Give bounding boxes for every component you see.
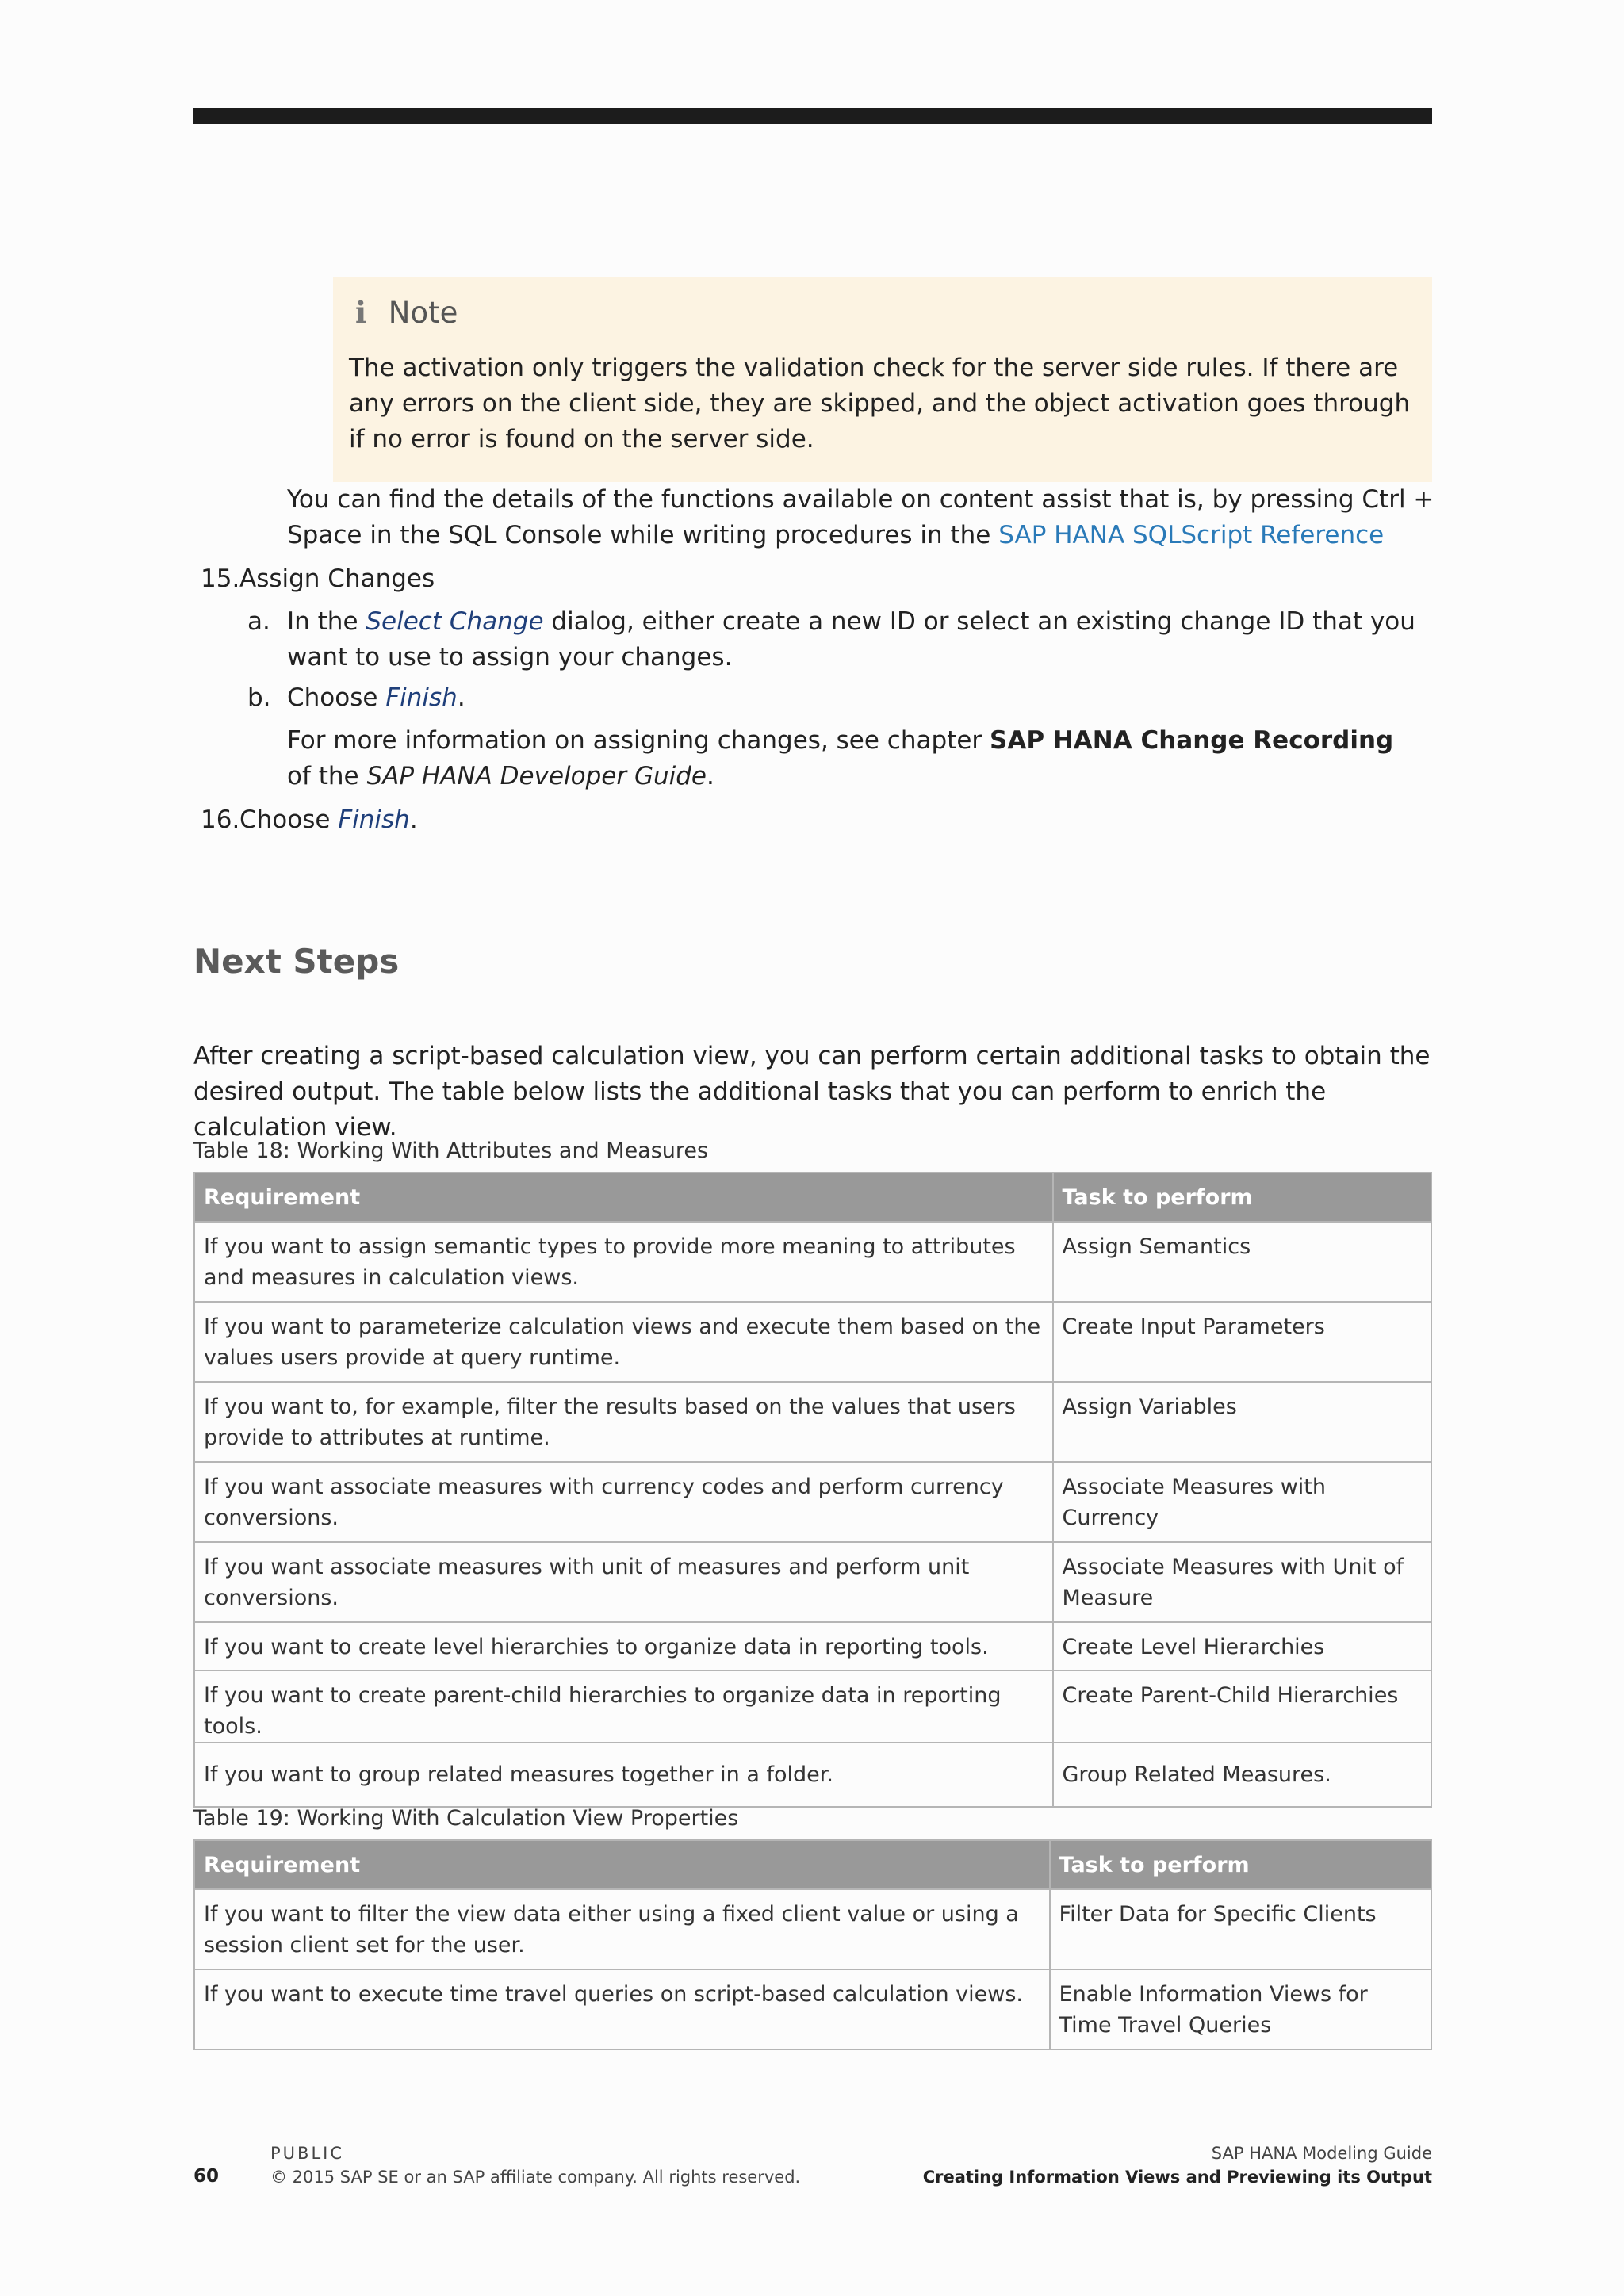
content-assist-paragraph: You can find the details of the functions available on content assist that is, by pressing Ctrl + Space in the SQL Console while writing procedures in the SAP HANA SQLScript Reference (287, 485, 1434, 549)
table-row (194, 1382, 1431, 1462)
table-18 (193, 1172, 1432, 1808)
sqlscript-reference-link[interactable]: SAP HANA SQLScript Reference (998, 521, 1385, 549)
step-15-number: 15. (201, 564, 240, 593)
guide-title: SAP HANA Modeling Guide (1211, 2144, 1432, 2163)
task-cell: Filter Data for Specific Clients (1050, 1889, 1431, 1969)
step-16-text: Choose Finish. (239, 806, 418, 834)
step-15a-marker: a. (247, 607, 270, 636)
table-row (194, 1302, 1431, 1382)
table-row (194, 1670, 1431, 1743)
step-15-title: Assign Changes (239, 564, 435, 593)
requirement-cell: If you want to assign semantic types to provide more meaning to attributes and measures in calculation views. (194, 1222, 1053, 1302)
page-number: 60 (193, 2166, 220, 2187)
info-icon: i (355, 295, 367, 330)
task-cell: Create Level Hierarchies (1053, 1622, 1432, 1670)
task-cell: Create Input Parameters (1053, 1302, 1432, 1382)
step-15a-text: In the Select Change dialog, either create a new ID or select an existing change ID that you want to use to assign your changes. (287, 607, 1415, 672)
table-row (194, 1622, 1431, 1670)
note-title: Note (388, 296, 458, 330)
column-header-requirement: Requirement (194, 1173, 1053, 1222)
table-row (194, 1222, 1431, 1302)
task-cell: Assign Semantics (1053, 1222, 1432, 1302)
requirement-cell: If you want to group related measures together in a folder. (194, 1743, 1053, 1807)
table-row (194, 1889, 1431, 1969)
table-header-row (194, 1173, 1431, 1222)
task-cell: Associate Measures with Currency (1053, 1462, 1432, 1542)
requirement-cell: If you want to, for example, filter the results based on the values that users provide to attributes at runtime. (194, 1382, 1053, 1462)
next-steps-intro: After creating a script-based calculation view, you can perform certain additional tasks to obtain the desired output. The table below lists the additional tasks that you can perform to enrich the calculation view. (193, 1042, 1431, 1142)
requirement-cell: If you want to execute time travel queries on script-based calculation views. (194, 1969, 1050, 2049)
finish-ui-label: Finish (338, 806, 410, 834)
note-text: The activation only triggers the validation check for the server side rules. If there are any errors on the client side, they are skipped, and the object activation goes through if no error is found on the server side. (349, 354, 1411, 453)
column-header-task: Task to perform (1050, 1840, 1431, 1889)
header-rule (193, 108, 1432, 124)
column-header-task: Task to perform (1053, 1173, 1432, 1222)
requirement-cell: If you want associate measures with currency codes and perform currency conversions. (194, 1462, 1053, 1542)
column-header-requirement: Requirement (194, 1840, 1050, 1889)
step-16-number: 16. (201, 806, 240, 834)
copyright-text: © 2015 SAP SE or an SAP affiliate company. All rights reserved. (270, 2168, 801, 2187)
next-steps-heading: Next Steps (193, 942, 400, 981)
requirement-cell: If you want to parameterize calculation views and execute them based on the values users provide at query runtime. (194, 1302, 1053, 1382)
task-cell: Enable Information Views for Time Travel Queries (1050, 1969, 1431, 2049)
table-row (194, 1743, 1431, 1807)
table-row (194, 1542, 1431, 1622)
table-19 (193, 1839, 1432, 2050)
table-header-row (194, 1840, 1431, 1889)
requirement-cell: If you want associate measures with unit of measures and perform unit conversions. (194, 1542, 1053, 1622)
task-cell: Assign Variables (1053, 1382, 1432, 1462)
note-heading (355, 295, 458, 330)
requirement-cell: If you want to create parent-child hierarchies to organize data in reporting tools. (194, 1670, 1053, 1743)
change-recording-info: For more information on assigning changes, see chapter SAP HANA Change Recording of the SAP HANA Developer Guide. (287, 726, 1394, 790)
task-cell: Create Parent-Child Hierarchies (1053, 1670, 1432, 1743)
task-cell: Group Related Measures. (1053, 1743, 1432, 1807)
table-row (194, 1462, 1431, 1542)
requirement-cell: If you want to filter the view data either using a fixed client value or using a session client set for the user. (194, 1889, 1050, 1969)
chapter-title: Creating Information Views and Previewing its Output (922, 2168, 1432, 2187)
table-18-caption: Table 18: Working With Attributes and Measures (193, 1138, 709, 1163)
task-cell: Associate Measures with Unit of Measure (1053, 1542, 1432, 1622)
table-19-caption: Table 19: Working With Calculation View Properties (193, 1806, 739, 1831)
finish-ui-label: Finish (385, 683, 458, 712)
step-15b-text: Choose Finish. (287, 683, 465, 712)
table-row (194, 1969, 1431, 2049)
classification-label: PUBLIC (270, 2144, 344, 2163)
step-15b-marker: b. (247, 683, 271, 712)
requirement-cell: If you want to create level hierarchies to organize data in reporting tools. (194, 1622, 1053, 1670)
select-change-ui-label: Select Change (366, 607, 544, 636)
